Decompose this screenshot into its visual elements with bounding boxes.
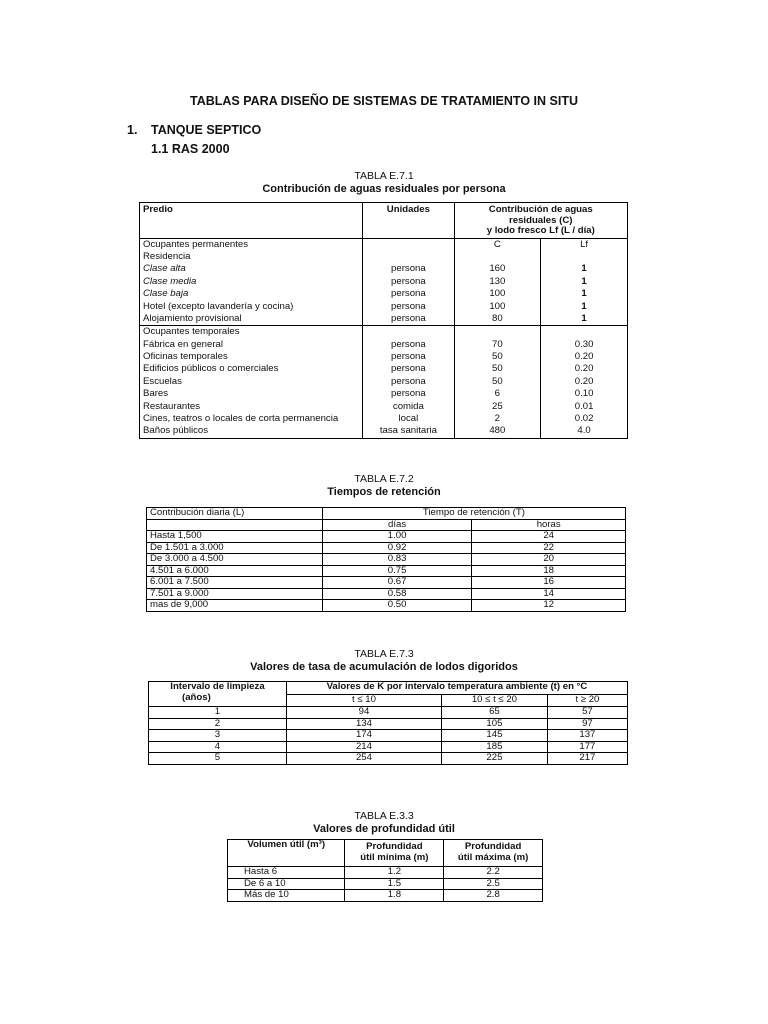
cell-lf: 1 — [541, 263, 628, 275]
header-contribucion — [454, 203, 628, 239]
cell-c: 100 — [454, 288, 541, 300]
table-row — [140, 376, 628, 388]
header-min-line2: útil mínima (m) — [360, 852, 429, 863]
table-row — [140, 426, 628, 439]
table4-caption: TABLA E.3.3 — [354, 810, 414, 822]
cell-lf: 0.10 — [541, 388, 628, 400]
cell-predio: Restaurantes — [143, 400, 201, 412]
cell-predio: Alojamiento provisional — [143, 312, 242, 324]
cell-c: 50 — [454, 364, 541, 376]
cell-dias: 0.58 — [322, 588, 472, 600]
cell-lf: 4.0 — [541, 426, 628, 439]
cell-k3: 217 — [547, 753, 627, 765]
cell-max: 2.8 — [444, 890, 543, 902]
table-row — [140, 351, 628, 363]
cell-k1: 134 — [286, 718, 441, 730]
header-intervalo-line1: Intervalo de limpieza — [170, 681, 265, 692]
cell-dias: 1.00 — [322, 531, 472, 543]
cell-intervalo: 4 — [149, 741, 287, 753]
table-row — [140, 276, 628, 288]
cell-lf: 1 — [541, 301, 628, 313]
table-row — [149, 707, 628, 719]
table-row — [140, 301, 628, 313]
table-row — [228, 867, 543, 879]
cell-intervalo: 1 — [149, 707, 287, 719]
cell-predio: Cines, teatros o locales de corta permanencia — [143, 413, 339, 425]
header-max-line2: útil máxima (m) — [457, 852, 529, 863]
cell-lf: 0.30 — [541, 339, 628, 351]
table1-subheader-row — [140, 238, 628, 251]
cell-lf: 0.01 — [541, 401, 628, 413]
header-t-ge-20: t ≥ 20 — [547, 694, 627, 707]
cell-unidades: persona — [363, 313, 454, 326]
header-horas: horas — [472, 519, 626, 531]
table-profundidad-util — [227, 839, 543, 902]
cell-unidades: persona — [363, 388, 454, 400]
table4-subtitle: Valores de profundidad útil — [313, 823, 455, 835]
cell-max: 2.5 — [444, 878, 543, 890]
cell-c: 70 — [454, 339, 541, 351]
table-row — [149, 730, 628, 742]
table-row — [149, 741, 628, 753]
cell-c: 6 — [454, 388, 541, 400]
table-row — [228, 890, 543, 902]
table-row — [140, 364, 628, 376]
cell-unidades: tasa sanitaria — [363, 426, 454, 439]
table1-subtitle: Contribución de aguas residuales por persona — [262, 183, 506, 195]
header-contribucion-diaria: Contribución diaria (L) — [147, 508, 323, 520]
table1-group-temporales — [140, 326, 628, 439]
table-acumulacion-lodos — [148, 681, 628, 765]
section-number: 1. — [127, 123, 138, 137]
cell-horas: 24 — [472, 531, 626, 543]
cell-k2: 145 — [442, 730, 548, 742]
table-row — [149, 753, 628, 765]
cell-volumen: Hasta 6 — [228, 867, 345, 879]
header-max-line1: Profundidad — [464, 841, 522, 853]
cell-c — [454, 326, 541, 339]
table-row — [140, 263, 628, 275]
cell-k2: 105 — [442, 718, 548, 730]
cell-predio: Ocupantes temporales — [140, 326, 363, 339]
table-row — [140, 413, 628, 425]
cell-predio: Oficinas temporales — [143, 351, 228, 363]
table-row — [140, 326, 628, 339]
cell-horas: 22 — [472, 542, 626, 554]
header-intervalo-line2: (años) — [182, 691, 211, 703]
cell-k3: 57 — [547, 707, 627, 719]
cell-dias: 0.83 — [322, 554, 472, 566]
table3-body — [149, 707, 628, 765]
table-row — [228, 878, 543, 890]
section-heading — [127, 123, 261, 137]
header-contribucion-line2: residuales (C) — [509, 214, 573, 226]
table-row — [147, 531, 626, 543]
cell-lf — [541, 326, 628, 339]
header-min-line1: Profundidad — [366, 841, 423, 853]
table-row — [140, 313, 628, 326]
cell-dias: 0.92 — [322, 542, 472, 554]
header-t-le-10: t ≤ 10 — [286, 694, 441, 707]
cell-predio: Residencia — [143, 250, 191, 262]
cell-horas: 16 — [472, 577, 626, 589]
table4-body — [228, 867, 543, 902]
cell-unidades: persona — [363, 351, 454, 363]
header-t-10-20: 10 ≤ t ≤ 20 — [442, 694, 548, 707]
cell-contribucion: De 3.000 a 4.500 — [147, 554, 323, 566]
table-row — [147, 588, 626, 600]
subsection-heading: 1.1 RAS 2000 — [151, 142, 230, 156]
header-lf: Lf — [541, 238, 628, 251]
header-unidades: Unidades — [363, 203, 454, 239]
cell-k3: 97 — [547, 718, 627, 730]
cell-predio: Edificios públicos o comerciales — [143, 363, 279, 375]
cell-lf: 0.02 — [541, 413, 628, 425]
table3-caption: TABLA E.7.3 — [354, 648, 414, 660]
cell-lf: 1 — [541, 276, 628, 288]
header-tiempo-retencion: Tiempo de retención (T) — [322, 508, 625, 520]
cell-dias: 0.67 — [322, 577, 472, 589]
cell-lf: 1 — [541, 313, 628, 326]
header-profundidad-maxima — [444, 840, 543, 867]
cell-intervalo: 3 — [149, 730, 287, 742]
cell-c: 100 — [454, 301, 541, 313]
cell-lf: 0.20 — [541, 364, 628, 376]
table1-group-permanentes — [140, 238, 628, 326]
cell-predio: Clase media — [143, 275, 197, 287]
cell-c: 2 — [454, 413, 541, 425]
table2-caption: TABLA E.7.2 — [354, 473, 414, 485]
table-row — [140, 388, 628, 400]
cell-c: 480 — [454, 426, 541, 439]
cell-min: 1.2 — [345, 867, 444, 879]
cell-predio: Baños públicos — [143, 425, 209, 437]
cell-k2: 185 — [442, 741, 548, 753]
table-row — [149, 718, 628, 730]
table2-body — [147, 531, 626, 612]
cell-predio: Clase baja — [143, 288, 189, 300]
cell-c — [454, 251, 541, 263]
cell-min: 1.5 — [345, 878, 444, 890]
table-tiempos-retencion — [146, 507, 626, 612]
cell-contribucion: 6.001 a 7.500 — [147, 577, 323, 589]
cell-predio: Fábrica en general — [143, 338, 223, 350]
cell-k2: 65 — [442, 707, 548, 719]
cell-horas: 18 — [472, 565, 626, 577]
cell-contribucion: 4.501 a 6.000 — [147, 565, 323, 577]
cell-volumen: De 6 a 10 — [228, 878, 345, 890]
cell-predio: Clase alta — [143, 263, 186, 275]
cell-c: 80 — [454, 313, 541, 326]
cell-unidades: local — [363, 413, 454, 425]
table-cell — [363, 238, 454, 251]
table-row — [140, 339, 628, 351]
cell-k1: 214 — [286, 741, 441, 753]
header-contribucion-line1: Contribución de aguas — [488, 204, 593, 215]
header-valores-k: Valores de K por intervalo temperatura ambiente (t) en °C — [286, 682, 627, 695]
cell-c: 160 — [454, 263, 541, 275]
table-row — [147, 600, 626, 612]
header-volumen: Volumen útil (m³) — [228, 840, 345, 867]
table-row — [140, 251, 628, 263]
header-intervalo — [149, 682, 287, 707]
cell-contribucion: 7.501 a 9.000 — [147, 588, 323, 600]
cell-horas: 20 — [472, 554, 626, 566]
cell-predio: Escuelas — [143, 375, 182, 387]
cell-dias: 0.50 — [322, 600, 472, 612]
cell-k3: 137 — [547, 730, 627, 742]
cell-intervalo: 5 — [149, 753, 287, 765]
table-row — [140, 288, 628, 300]
table2-subtitle: Tiempos de retención — [327, 486, 441, 498]
cell-k3: 177 — [547, 741, 627, 753]
cell-volumen: Más de 10 — [228, 890, 345, 902]
cell-unidades — [363, 251, 454, 263]
cell-c: 50 — [454, 351, 541, 363]
cell-lf — [541, 251, 628, 263]
cell-predio: Bares — [143, 388, 169, 400]
table-row — [147, 542, 626, 554]
cell-c: 130 — [454, 276, 541, 288]
table-row — [147, 554, 626, 566]
cell-contribucion: De 1.501 a 3.000 — [147, 542, 323, 554]
header-profundidad-minima — [345, 840, 444, 867]
cell-lf: 0.20 — [541, 376, 628, 388]
cell-c: 25 — [454, 401, 541, 413]
cell-unidades: persona — [363, 276, 454, 288]
cell-predio: Hotel (excepto lavandería y cocina) — [143, 300, 294, 312]
cell-horas: 12 — [472, 600, 626, 612]
cell-dias: 0.75 — [322, 565, 472, 577]
table-row — [140, 401, 628, 413]
header-dias: días — [322, 519, 472, 531]
cell-unidades: persona — [363, 288, 454, 300]
cell-contribucion: Hasta 1,500 — [147, 531, 323, 543]
cell-unidades: persona — [363, 263, 454, 275]
cell-min: 1.8 — [345, 890, 444, 902]
header-contribucion-line3: y lodo fresco Lf (L / día) — [486, 225, 595, 237]
cell-k1: 174 — [286, 730, 441, 742]
cell-k2: 225 — [442, 753, 548, 765]
cell-lf: 0.20 — [541, 351, 628, 363]
document-title: TABLAS PARA DISEÑO DE SISTEMAS DE TRATAMIENTO IN SITU — [190, 94, 578, 108]
section-label: TANQUE SEPTICO — [151, 123, 262, 137]
cell-unidades: persona — [363, 376, 454, 388]
cell-k1: 254 — [286, 753, 441, 765]
table-contribucion — [139, 202, 628, 439]
cell-unidades: persona — [363, 301, 454, 313]
table3-subtitle: Valores de tasa de acumulación de lodos digoridos — [250, 661, 518, 673]
cell-contribucion: mas de 9,000 — [147, 600, 323, 612]
cell-max: 2.2 — [444, 867, 543, 879]
header-c: C — [454, 238, 541, 251]
cell-unidades: persona — [363, 339, 454, 351]
cell-intervalo: 2 — [149, 718, 287, 730]
cell-unidades: persona — [363, 364, 454, 376]
table1-caption: TABLA E.7.1 — [354, 170, 414, 182]
cell-unidades — [363, 326, 454, 339]
cell-unidades: comida — [363, 401, 454, 413]
cell-lf: 1 — [541, 288, 628, 300]
cell-c: 50 — [454, 376, 541, 388]
header-predio: Predio — [140, 203, 363, 239]
table-cell: Ocupantes permanentes — [143, 238, 249, 250]
table-row — [147, 577, 626, 589]
cell-horas: 14 — [472, 588, 626, 600]
table-row — [147, 565, 626, 577]
cell-k1: 94 — [286, 707, 441, 719]
